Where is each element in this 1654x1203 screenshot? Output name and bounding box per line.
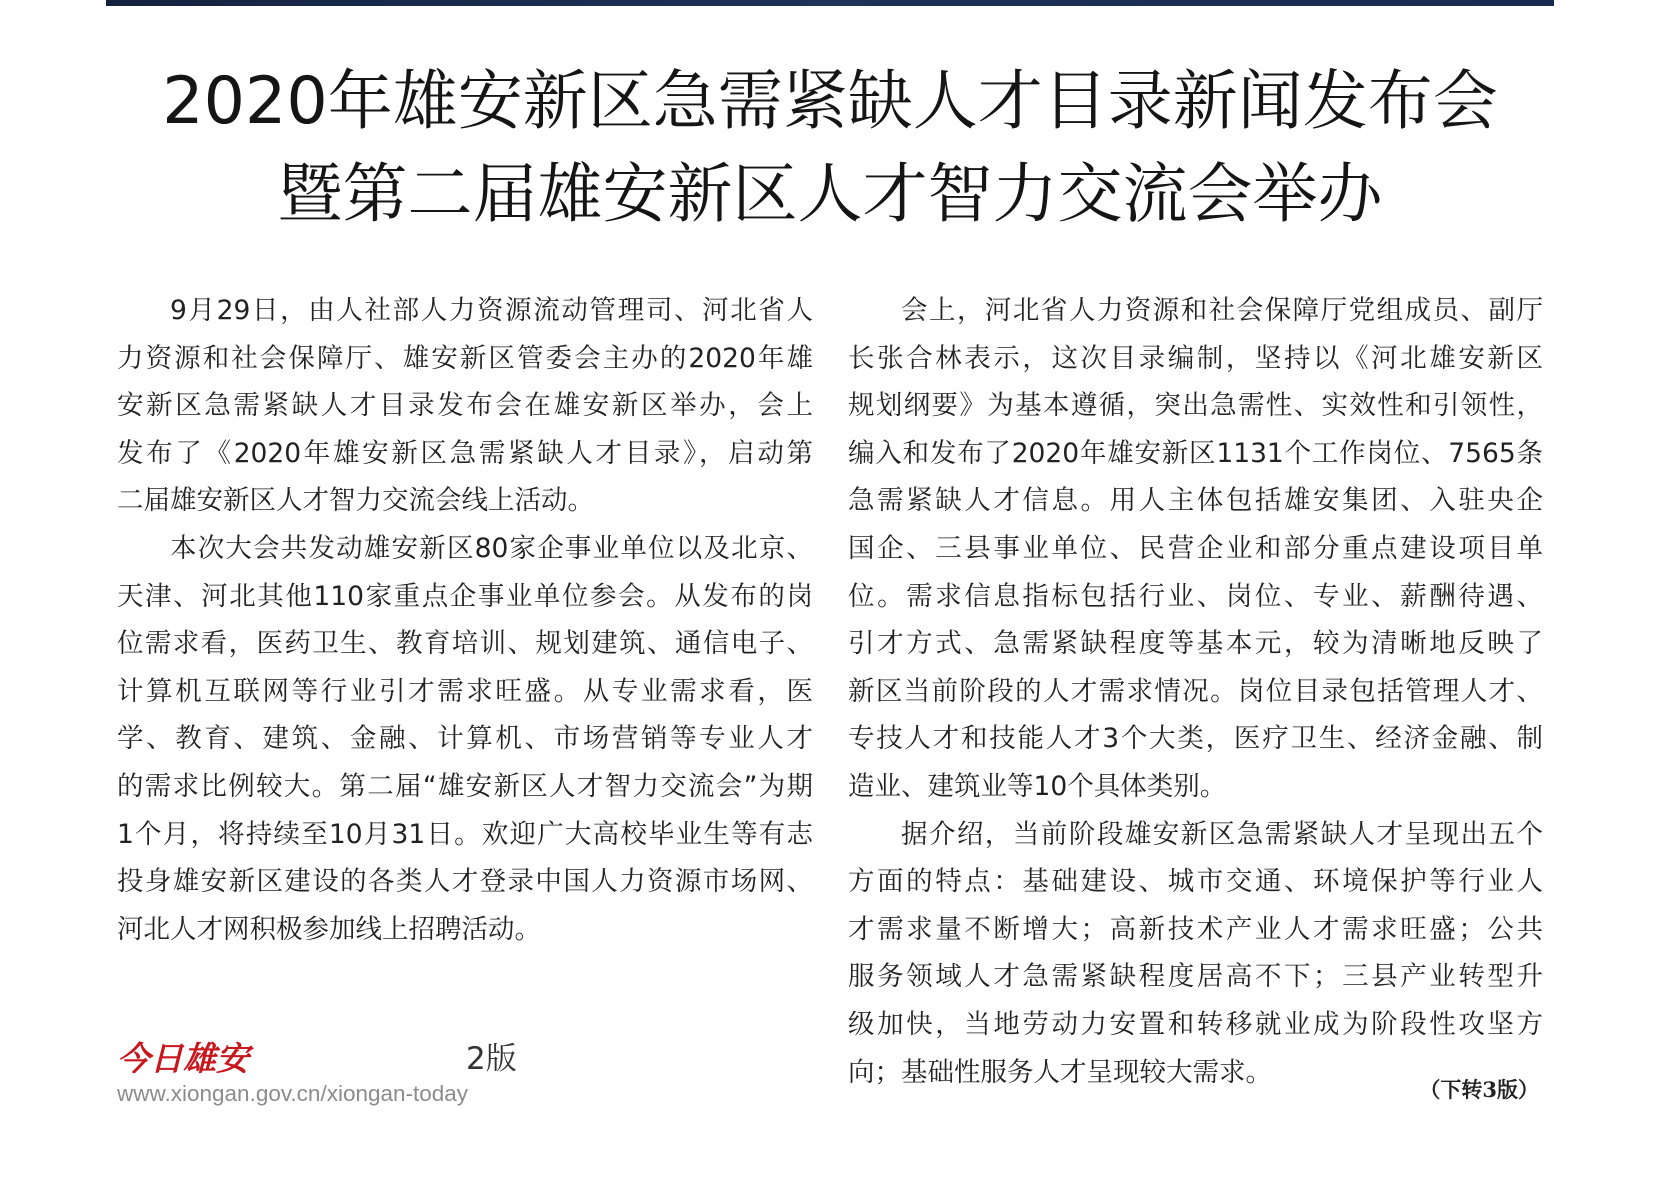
body-line: 位需求看，医药卫生、教育培训、规划建筑、通信电子、	[117, 628, 813, 660]
body-line: 服务领域人才急需紧缺程度居高不下；三县产业转型升	[848, 961, 1543, 993]
body-line: 天津、河北其他110家重点企事业单位参会。从发布的岗	[117, 580, 813, 612]
continuation-note: （下转3版）	[1419, 1077, 1539, 1102]
body-line: 二届雄安新区人才智力交流会线上活动。	[117, 485, 594, 517]
body-line: 规划纲要》为基本遵循，突出急需性、实效性和引领性，	[848, 390, 1543, 422]
top-rule	[106, 0, 1554, 6]
right-column	[848, 287, 1543, 1096]
body-line: 9月29日，由人社部人力资源流动管理司、河北省人	[170, 295, 813, 326]
body-line: 造业、建筑业等10个具体类别。	[848, 770, 1227, 802]
body-line: 1个月，将持续至10月31日。欢迎广大高校毕业生等有志	[117, 818, 813, 850]
body-line: 新区当前阶段的人才需求情况。岗位目录包括管理人才、	[848, 675, 1543, 707]
body-line: 的需求比例较大。第二届“雄安新区人才智力交流会”为期	[117, 770, 813, 802]
body-line: 本次大会共发动雄安新区80家企事业单位以及北京、	[170, 532, 813, 564]
body-line: 急需紧缺人才信息。用人主体包括雄安集团、入驻央企	[848, 485, 1543, 517]
body-line: 力资源和社会保障厅、雄安新区管委会主办的2020年雄	[117, 342, 813, 374]
body-line: 会上，河北省人力资源和社会保障厅党组成员、副厅	[901, 295, 1543, 326]
body-line: 引才方式、急需紧缺程度等基本元，较为清晰地反映了	[848, 628, 1543, 660]
body-line: 学、教育、建筑、金融、计算机、市场营销等专业人才	[117, 723, 813, 755]
body-line: 编入和发布了2020年雄安新区1131个工作岗位、7565条	[848, 437, 1543, 469]
paragraph	[848, 811, 1543, 1097]
body-line: 据介绍，当前阶段雄安新区急需紧缺人才呈现出五个	[901, 818, 1543, 850]
paragraph	[848, 287, 1543, 811]
body-line: 安新区急需紧缺人才目录发布会在雄安新区举办，会上	[117, 390, 813, 422]
body-line: 长张合林表示，这次目录编制，坚持以《河北雄安新区	[848, 342, 1543, 374]
body-line: 方面的特点：基础建设、城市交通、环境保护等行业人	[848, 866, 1543, 898]
body-line: 专技人才和技能人才3个大类，医疗卫生、经济金融、制	[848, 723, 1543, 755]
paragraph	[117, 525, 813, 953]
publication-logo: 今日雄安	[117, 1039, 249, 1078]
body-line: 投身雄安新区建设的各类人才登录中国人力资源市场网、	[117, 866, 813, 898]
body-line: 河北人才网积极参加线上招聘活动。	[117, 913, 541, 945]
page-number: 2版	[466, 1041, 517, 1077]
body-line: 国企、三县事业单位、民营企业和部分重点建设项目单	[848, 532, 1543, 564]
left-column	[117, 287, 813, 953]
body-line: 发布了《2020年雄安新区急需紧缺人才目录》，启动第	[117, 437, 813, 469]
paragraph	[117, 287, 813, 525]
body-line: 级加快，当地劳动力安置和转移就业成为阶段性攻坚方	[848, 1008, 1543, 1040]
publication-url: www.xiongan.gov.cn/xiongan-today	[117, 1081, 469, 1106]
headline-line: 暨第二届雄安新区人才智力交流会举办	[277, 157, 1383, 232]
body-line: 向；基础性服务人才呈现较大需求。	[848, 1056, 1272, 1088]
body-line: 计算机互联网等行业引才需求旺盛。从专业需求看，医	[117, 675, 813, 707]
body-line: 位。需求信息指标包括行业、岗位、专业、薪酬待遇、	[848, 580, 1543, 612]
headline	[106, 55, 1554, 241]
body-line: 才需求量不断增大；高新技术产业人才需求旺盛；公共	[848, 913, 1543, 945]
headline-line: 2020年雄安新区急需紧缺人才目录新闻发布会	[162, 64, 1498, 139]
